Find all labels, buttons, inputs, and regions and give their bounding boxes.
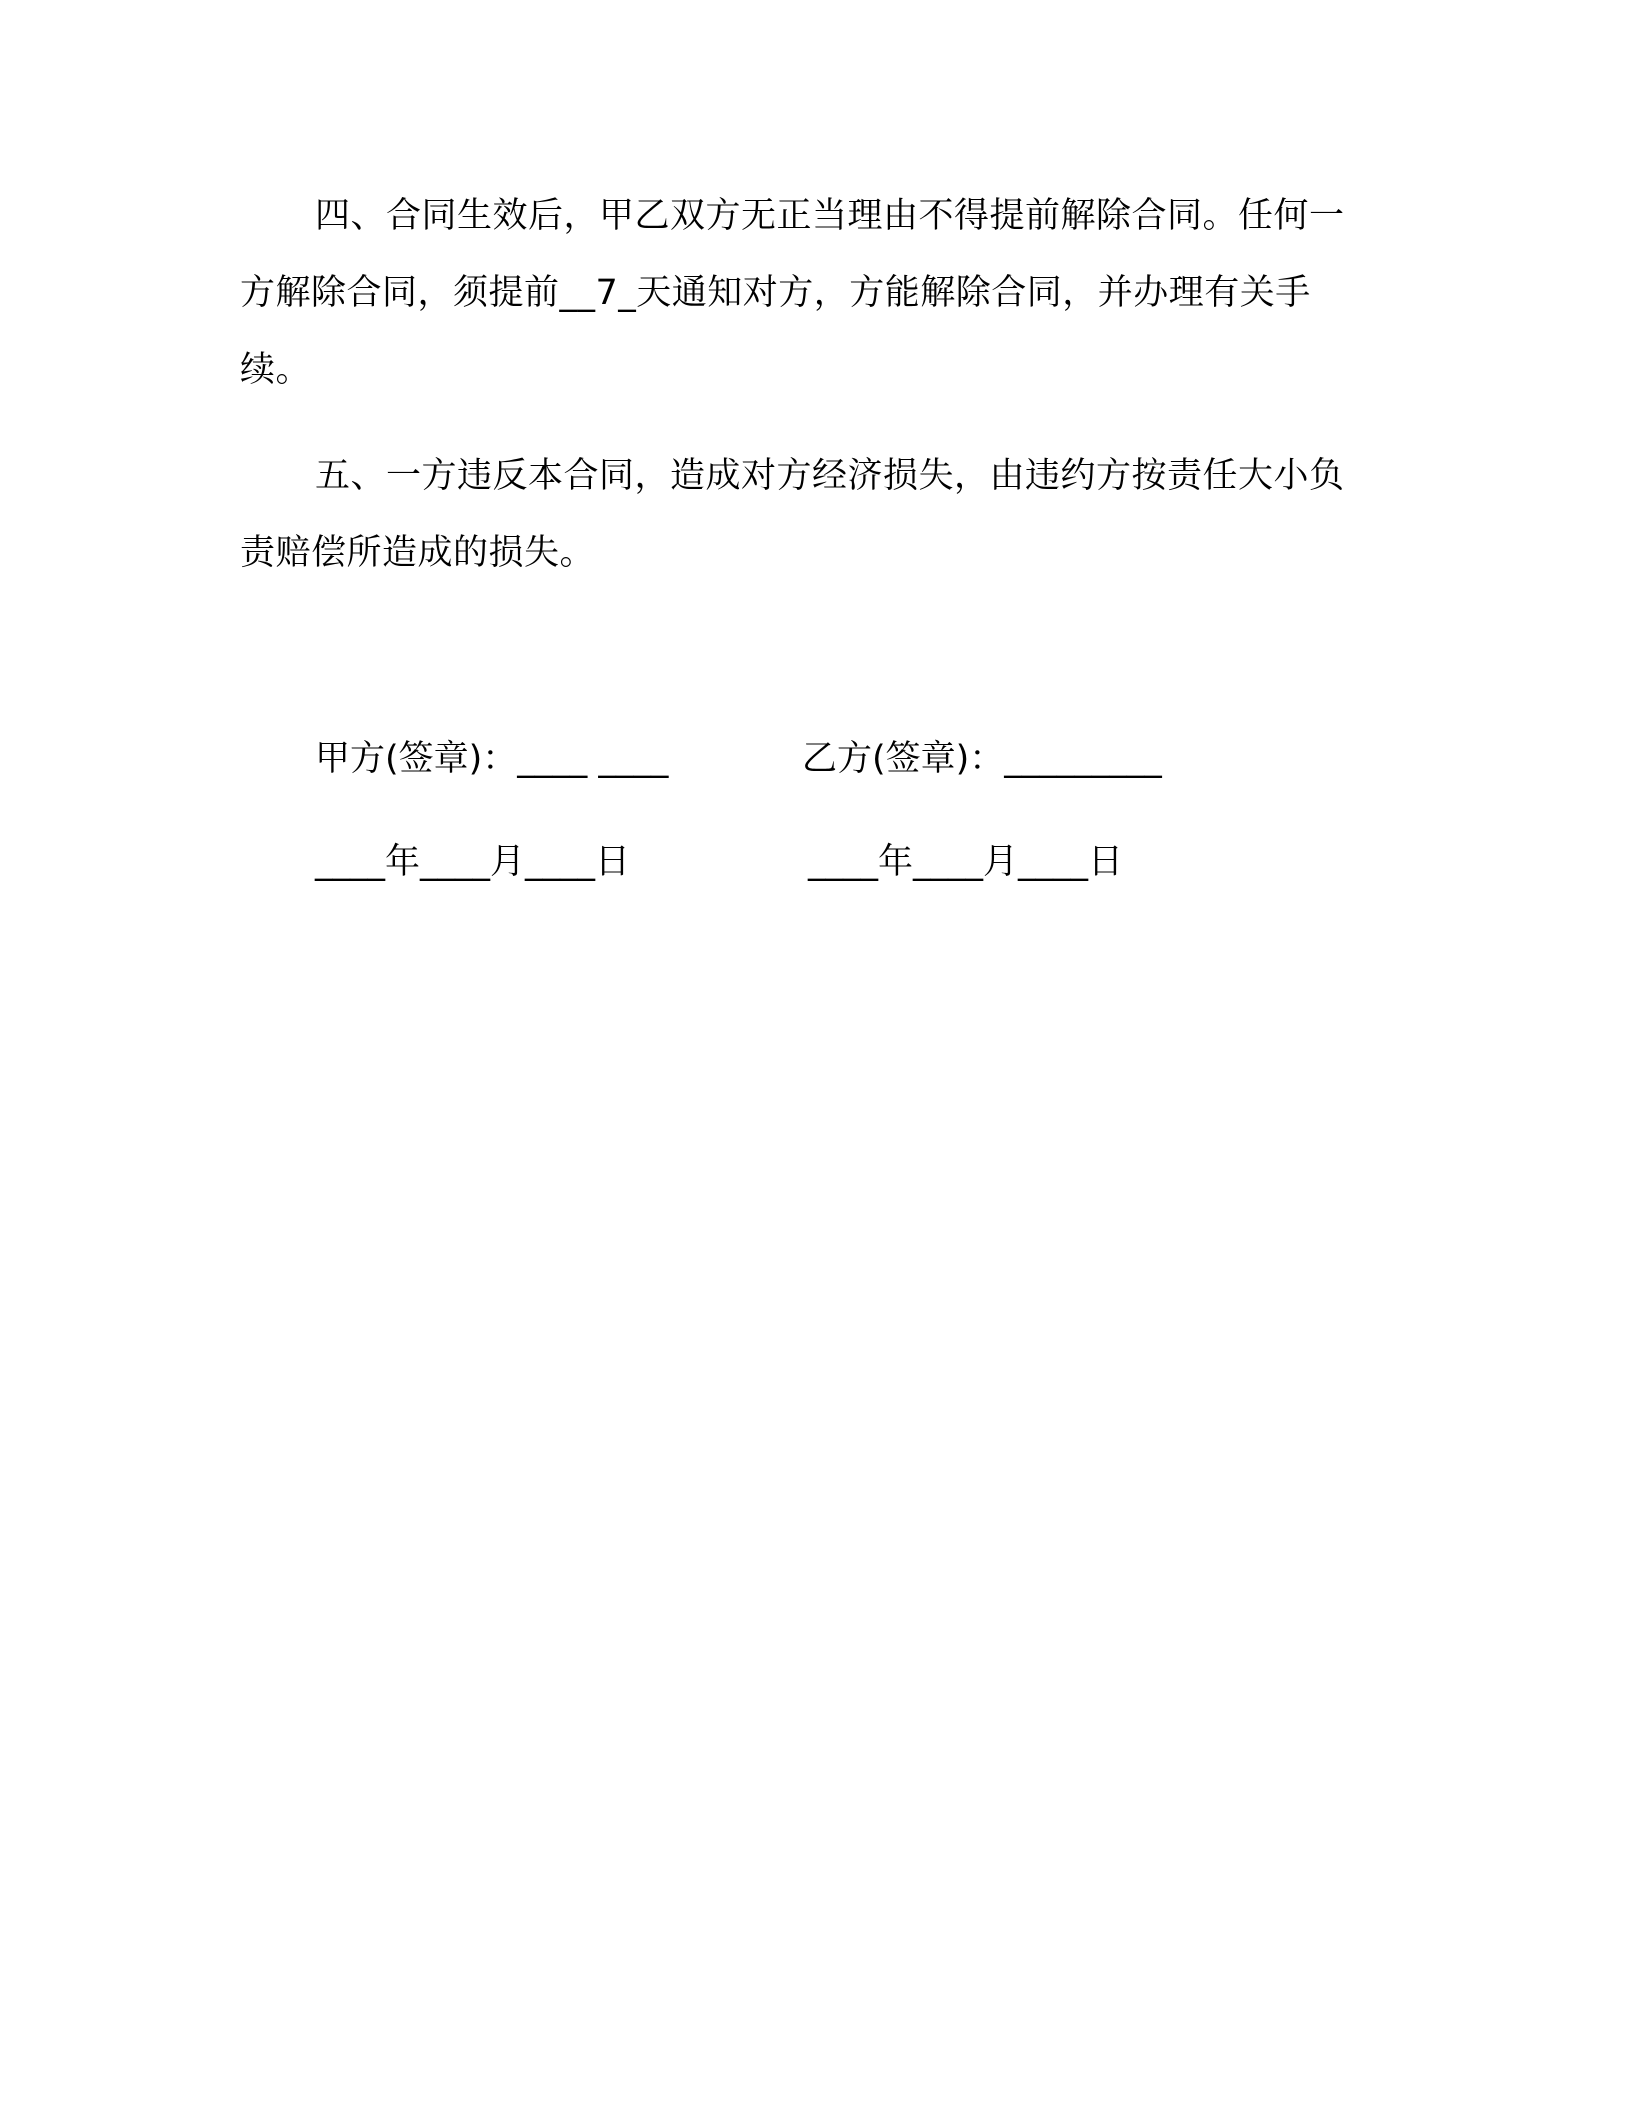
party-b-signature-line: 乙方(签章)：_________ — [802, 739, 1162, 779]
party-b-date-line: ____年____月____日 — [808, 842, 1124, 882]
clause-four-paragraph: 四、合同生效后，甲乙双方无正当理由不得提前解除合同。任何一方解除合同，须提前__7_天通知对方，方能解除合同，并办理有关手续。 — [240, 196, 1345, 390]
clause-five-paragraph: 五、一方违反本合同，造成对方经济损失，由违约方按责任大小负责赔偿所造成的损失。 — [240, 456, 1345, 573]
party-a-date-line: ____年____月____日 — [315, 842, 631, 882]
party-a-signature-line: 甲方(签章)：____ ____ — [315, 739, 669, 779]
